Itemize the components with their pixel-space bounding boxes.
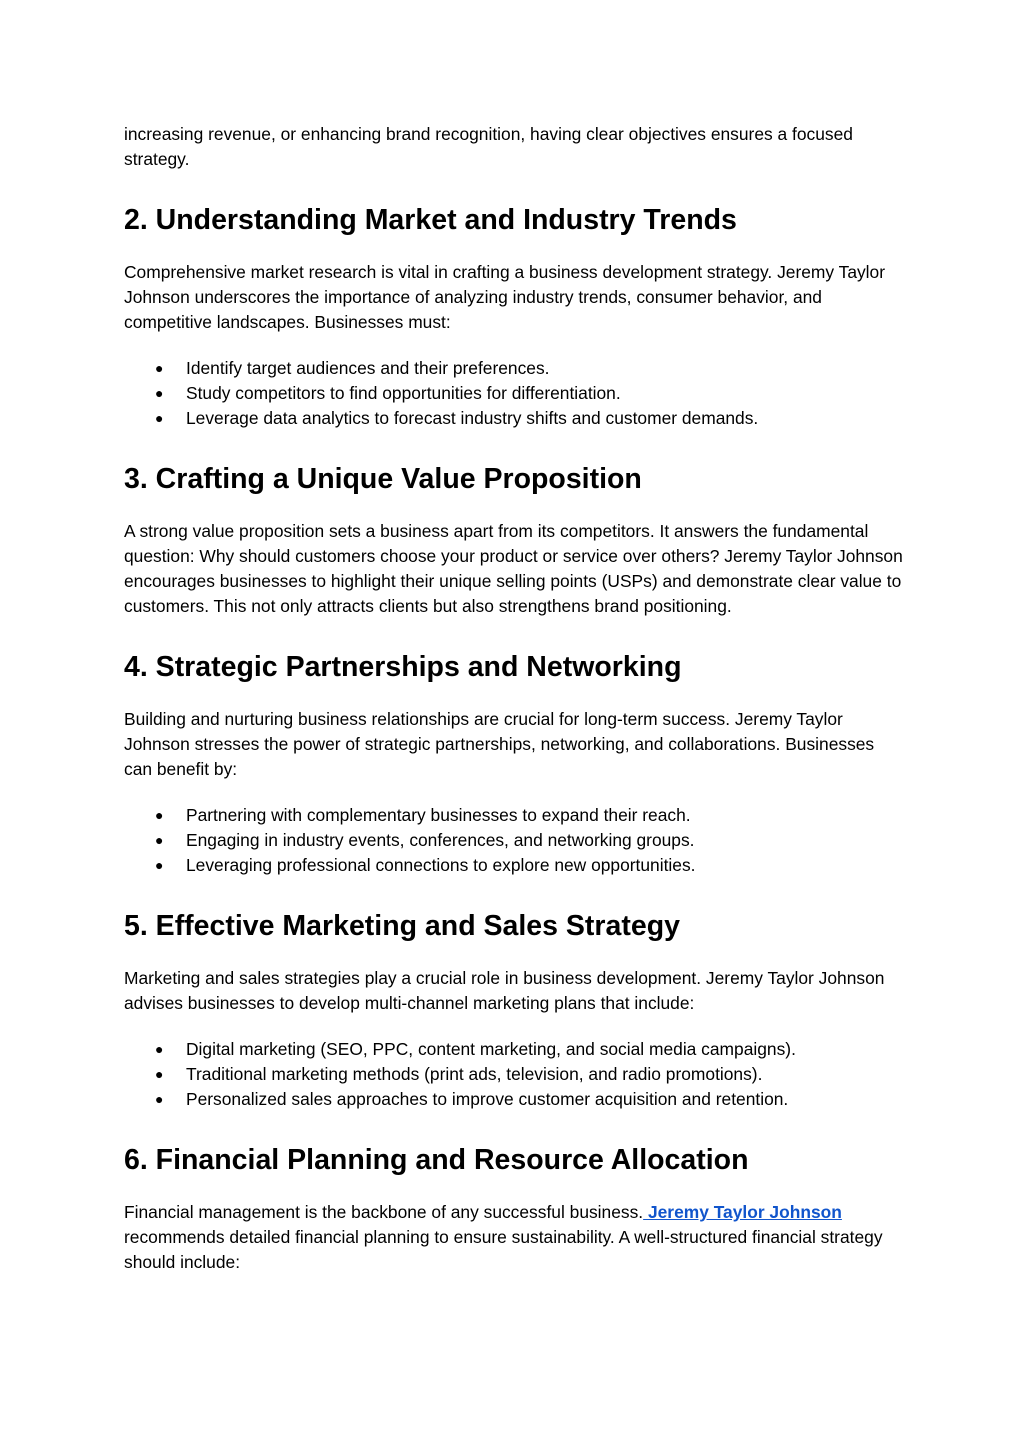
heading-value-proposition: 3. Crafting a Unique Value Proposition <box>124 463 642 495</box>
list-item: ● Personalized sales approaches to improve customer acquisition and retention. <box>124 1087 904 1112</box>
list-item: ● Partnering with complementary businesses to expand their reach. <box>124 803 904 828</box>
bullet-icon: ● <box>155 857 164 873</box>
paragraph-financial-planning: Financial management is the backbone of any successful business. Jeremy Taylor Johnson recommends detailed financial planning to ensure sustainability. A well-structured financial strategy should include: <box>124 1202 883 1272</box>
section-value-proposition <box>124 461 904 619</box>
bullet-icon: ● <box>155 385 164 401</box>
section-market-trends <box>124 202 904 431</box>
intro-paragraph-tail: increasing revenue, or enhancing brand recognition, having clear objectives ensures a focused strategy. <box>124 124 853 169</box>
list-item: ● Study competitors to find opportunities for differentiation. <box>124 381 904 406</box>
list-partnerships <box>124 803 904 878</box>
list-item: ● Engaging in industry events, conferences, and networking groups. <box>124 828 904 853</box>
list-marketing-sales <box>124 1037 904 1112</box>
section-marketing-sales <box>124 908 904 1112</box>
heading-financial-planning: 6. Financial Planning and Resource Allocation <box>124 1144 749 1176</box>
section-financial-planning <box>124 1142 904 1275</box>
paragraph-market-trends: Comprehensive market research is vital in crafting a business development strategy. Jeremy Taylor Johnson underscores the importance of analyzing industry trends, consumer behavior, and competitive landscapes. Businesses must: <box>124 262 886 332</box>
heading-partnerships: 4. Strategic Partnerships and Networking <box>124 651 682 683</box>
bullet-icon: ● <box>155 832 164 848</box>
list-item: ● Traditional marketing methods (print ads, television, and radio promotions). <box>124 1062 904 1087</box>
paragraph-value-proposition: A strong value proposition sets a business apart from its competitors. It answers the fundamental question: Why should customers choose your product or service over others? Jeremy Taylor Johnson encourages businesses to highlight their unique selling points (USPs) and demonstrate clear value to customers. This not only attracts clients but also strengthens brand positioning. <box>124 521 903 616</box>
list-item: ● Digital marketing (SEO, PPC, content marketing, and social media campaigns). <box>124 1037 904 1062</box>
author-link[interactable]: Jeremy Taylor Johnson <box>643 1202 842 1222</box>
bullet-icon: ● <box>155 1066 164 1082</box>
list-market-trends <box>124 356 904 431</box>
heading-market-trends: 2. Understanding Market and Industry Trends <box>124 204 737 236</box>
paragraph-marketing-sales: Marketing and sales strategies play a crucial role in business development. Jeremy Taylor Johnson advises businesses to develop multi-channel marketing plans that include: <box>124 968 885 1013</box>
bullet-icon: ● <box>155 360 164 376</box>
list-item: ● Identify target audiences and their preferences. <box>124 356 904 381</box>
bullet-icon: ● <box>155 1041 164 1057</box>
section-partnerships <box>124 649 904 878</box>
bullet-icon: ● <box>155 807 164 823</box>
list-item: ● Leverage data analytics to forecast industry shifts and customer demands. <box>124 406 904 431</box>
paragraph-partnerships: Building and nurturing business relationships are crucial for long-term success. Jeremy Taylor Johnson stresses the power of strategic partnerships, networking, and collaborations. Businesses can benefit by: <box>124 709 875 779</box>
heading-marketing-sales: 5. Effective Marketing and Sales Strategy <box>124 910 680 942</box>
list-item: ● Leveraging professional connections to explore new opportunities. <box>124 853 904 878</box>
document-page <box>124 122 904 1275</box>
bullet-icon: ● <box>155 410 164 426</box>
bullet-icon: ● <box>155 1091 164 1107</box>
